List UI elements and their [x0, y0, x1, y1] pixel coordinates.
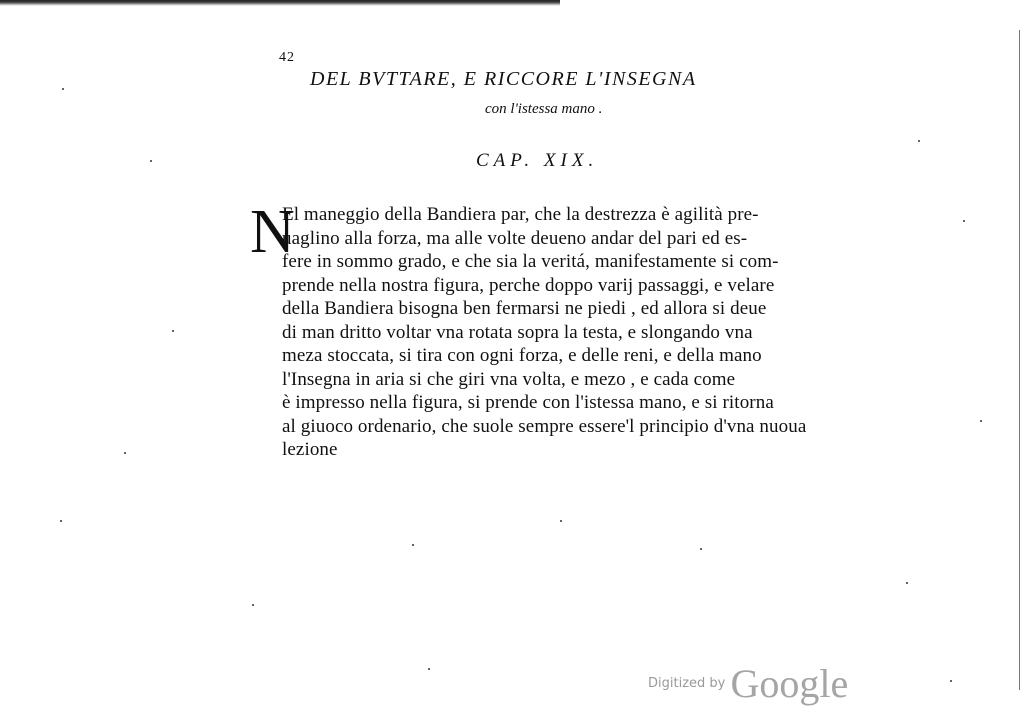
scan-speck	[950, 680, 952, 682]
chapter-title: DEL BVTTARE, E RICCORE L'INSEGNA	[310, 68, 697, 90]
scan-speck	[963, 220, 965, 222]
scan-speck	[60, 520, 62, 522]
scan-speck	[906, 582, 908, 584]
google-logo: Google	[730, 661, 849, 706]
text-line: lezione	[282, 439, 338, 460]
text-line: di man dritto voltar vna rotata sopra la testa, e slongando vna	[282, 321, 753, 343]
page-number: 42	[279, 50, 295, 65]
text-line: è impresso nella figura, si prende con l'istessa mano, e si ritorna	[282, 392, 774, 413]
scan-speck	[150, 160, 152, 162]
scan-speck	[62, 88, 64, 90]
text-line: al giuoco ordenario, che suole sempre essere'l principio d'vna nuoua	[282, 415, 807, 437]
text-line: meza stoccata, si tira con ogni forza, e delle reni, e della mano	[282, 345, 762, 366]
text-line: uaglino alla forza, ma alle volte deueno andar del pari ed es-	[282, 227, 748, 249]
scan-speck	[918, 140, 920, 142]
scan-speck	[428, 668, 430, 670]
scan-speck	[252, 604, 254, 606]
scan-speck	[412, 544, 414, 546]
scan-speck	[560, 520, 562, 522]
body-paragraph	[250, 198, 890, 462]
watermark-prefix: Digitized by	[648, 676, 726, 691]
drop-cap: N	[250, 198, 295, 266]
scan-speck	[172, 330, 174, 332]
torn-top-edge	[0, 0, 560, 6]
page-edge-line	[1019, 30, 1020, 690]
chapter-subtitle: con l'istessa mano .	[485, 101, 603, 117]
text-line: della Bandiera bisogna ben fermarsi ne piedi , ed allora si deue	[282, 298, 767, 319]
scan-speck	[700, 548, 702, 550]
scan-speck	[980, 420, 982, 422]
digitized-watermark	[648, 660, 848, 707]
text-line: prende nella nostra figura, perche doppo varij passaggi, e velare	[282, 274, 775, 296]
text-line: fere in sommo grado, e che sia la veritá, manifestamente si com-	[282, 251, 779, 272]
text-line: l'Insegna in aria si che giri vna volta, e mezo , e cada come	[282, 368, 736, 390]
chapter-number: CAP. XIX.	[476, 150, 599, 171]
text-line: El maneggio della Bandiera par, che la destrezza è agilità pre-	[282, 204, 759, 225]
scan-speck	[124, 452, 126, 454]
